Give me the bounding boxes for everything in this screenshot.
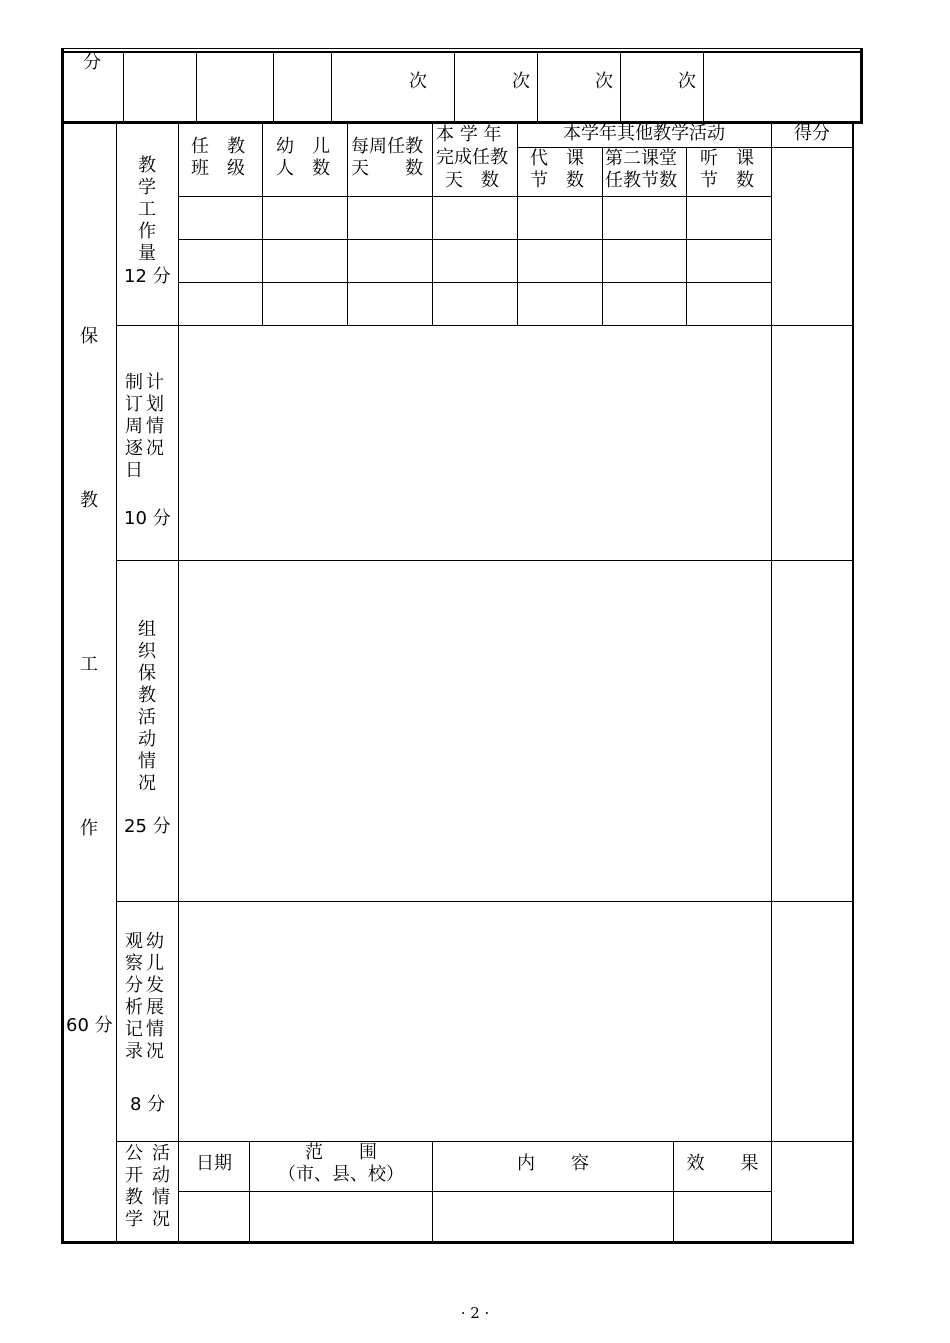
- header-weekly-1: 每周任教: [351, 136, 423, 157]
- section-char-1: 保: [80, 326, 98, 347]
- top-ci-2: 次: [512, 71, 530, 92]
- header-kids-1: 幼 儿: [276, 136, 330, 157]
- plan-score: 10 分: [124, 508, 171, 529]
- section-char-4: 作: [80, 818, 98, 839]
- workload-score: 12 分: [124, 266, 171, 287]
- header-class-2: 班 级: [191, 158, 245, 179]
- observe-score: 8 分: [130, 1094, 166, 1115]
- open-class-content: 内 容: [517, 1153, 589, 1174]
- page-number: · 2 ·: [460, 1304, 490, 1322]
- header-second-class-1: 第二课堂: [605, 148, 677, 169]
- header-substitute-1: 代 课: [530, 148, 584, 169]
- organize-title: 组织保教活动情况: [138, 619, 156, 794]
- header-kids-2: 人 数: [276, 158, 330, 179]
- open-class-date: 日期: [196, 1153, 232, 1174]
- top-ci-4: 次: [678, 71, 696, 92]
- observe-label-col1: 观察分析记录: [125, 931, 143, 1062]
- header-second-class-2: 任教节数: [605, 170, 677, 191]
- top-ci-3: 次: [595, 71, 613, 92]
- open-class-range-1: 范 围: [305, 1142, 377, 1163]
- header-substitute-2: 节 数: [530, 170, 584, 191]
- header-score: 得分: [794, 123, 830, 144]
- header-year-1: 本 学 年: [436, 124, 502, 145]
- top-fen-label: 分: [83, 52, 101, 73]
- plan-label-col1: 制订周逐日: [125, 372, 143, 481]
- header-year-3: 天 数: [445, 170, 499, 191]
- open-class-label-col2: 活动情况: [152, 1143, 170, 1230]
- header-class-1: 任 教: [191, 136, 245, 157]
- workload-title: 教学工作量: [138, 155, 156, 264]
- section-char-2: 教: [80, 490, 98, 511]
- open-class-label-col1: 公开教学: [125, 1143, 143, 1230]
- open-class-range-2: （市、县、校）: [278, 1164, 404, 1185]
- header-other-activities: 本学年其他教学活动: [563, 123, 725, 144]
- section-score: 60 分: [66, 1015, 113, 1036]
- header-listen-1: 听 课: [700, 148, 754, 169]
- observe-label-col2: 幼儿发展情况: [146, 931, 164, 1062]
- plan-label-col2: 计划情况: [146, 372, 164, 459]
- organize-score: 25 分: [124, 816, 171, 837]
- header-year-2: 完成任教: [436, 147, 508, 168]
- section-char-3: 工: [80, 654, 98, 675]
- header-listen-2: 节 数: [700, 170, 754, 191]
- top-ci-1: 次: [409, 71, 427, 92]
- open-class-effect: 效 果: [686, 1153, 759, 1174]
- header-weekly-2: 天 数: [351, 158, 423, 179]
